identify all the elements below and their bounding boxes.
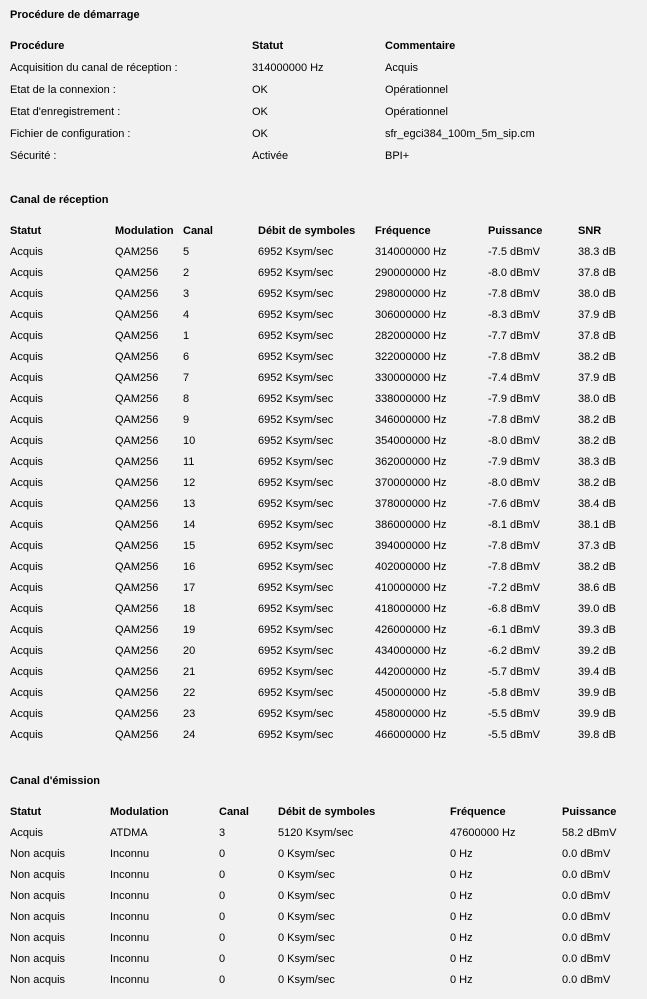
- table-cell: QAM256: [115, 266, 159, 279]
- table-cell: Non acquis: [10, 952, 66, 965]
- table-cell: 290000000 Hz: [375, 266, 447, 279]
- table-row: [10, 619, 637, 640]
- table-cell: QAM256: [115, 308, 159, 321]
- table-row: [10, 661, 637, 682]
- column-header: Fréquence: [375, 224, 431, 237]
- table-cell: 0 Hz: [450, 889, 473, 902]
- table-cell: 16: [183, 560, 196, 573]
- table-cell: QAM256: [115, 623, 159, 636]
- table-cell: -6.8 dBmV: [488, 602, 540, 615]
- table-cell: 37.9 dB: [578, 308, 616, 321]
- table-row: [10, 906, 637, 927]
- table-cell: Inconnu: [110, 931, 150, 944]
- table-cell: 39.4 dB: [578, 665, 616, 678]
- column-header: Fréquence: [450, 805, 506, 818]
- table-cell: Non acquis: [10, 931, 66, 944]
- column-header: Débit de symboles: [278, 805, 376, 818]
- table-cell: QAM256: [115, 287, 159, 300]
- table-row: [10, 822, 637, 843]
- table-cell: -7.7 dBmV: [488, 329, 540, 342]
- table-cell: 450000000 Hz: [375, 686, 447, 699]
- table-row: [10, 57, 637, 79]
- table-cell: 0: [219, 973, 226, 986]
- table-cell: 11: [183, 455, 195, 468]
- table-cell: 21: [183, 665, 196, 678]
- table-cell: 37.8 dB: [578, 266, 616, 279]
- table-cell: Non acquis: [10, 889, 66, 902]
- table-cell: Inconnu: [110, 973, 150, 986]
- column-header: Modulation: [110, 805, 169, 818]
- table-cell: 6952 Ksym/sec: [258, 560, 334, 573]
- startup-section-title: Procédure de démarrage: [10, 9, 140, 21]
- table-row: [10, 843, 637, 864]
- table-cell: Inconnu: [110, 889, 150, 902]
- table-cell: -7.4 dBmV: [488, 371, 540, 384]
- table-cell: Acquis: [10, 497, 44, 510]
- table-cell: 5: [183, 245, 190, 258]
- table-row: [10, 472, 637, 493]
- table-cell: 0 Ksym/sec: [278, 910, 335, 923]
- table-cell: 38.0 dB: [578, 287, 616, 300]
- table-cell: Sécurité :: [10, 150, 57, 162]
- table-cell: OK: [252, 128, 268, 140]
- table-cell: QAM256: [115, 413, 159, 426]
- column-header: Statut: [10, 224, 42, 237]
- table-row: [10, 969, 637, 990]
- table-cell: 6: [183, 350, 190, 363]
- table-row: [10, 430, 637, 451]
- table-row: [10, 864, 637, 885]
- table-cell: 13: [183, 497, 196, 510]
- table-row: [10, 346, 637, 367]
- upstream-section: [10, 775, 637, 990]
- table-cell: 37.3 dB: [578, 539, 616, 552]
- table-cell: sfr_egci384_100m_5m_sip.cm: [385, 128, 535, 140]
- table-cell: 39.8 dB: [578, 728, 616, 741]
- table-row: [10, 640, 637, 661]
- table-cell: -5.8 dBmV: [488, 686, 540, 699]
- table-cell: 0 Hz: [450, 973, 473, 986]
- table-cell: Acquis: [10, 602, 44, 615]
- table-cell: 38.2 dB: [578, 413, 616, 426]
- table-cell: 0 Ksym/sec: [278, 952, 335, 965]
- table-row: [10, 367, 637, 388]
- table-cell: -8.1 dBmV: [488, 518, 540, 531]
- table-row: [10, 79, 637, 101]
- table-cell: 0.0 dBmV: [562, 952, 611, 965]
- table-cell: 394000000 Hz: [375, 539, 447, 552]
- column-header: Statut: [10, 805, 42, 818]
- table-row: [10, 948, 637, 969]
- table-cell: 466000000 Hz: [375, 728, 447, 741]
- table-cell: QAM256: [115, 392, 159, 405]
- table-cell: Etat de la connexion :: [10, 84, 116, 96]
- table-cell: 0: [219, 910, 226, 923]
- table-cell: 6952 Ksym/sec: [258, 539, 334, 552]
- table-cell: 9: [183, 413, 190, 426]
- table-cell: 442000000 Hz: [375, 665, 447, 678]
- table-cell: Acquis: [10, 539, 44, 552]
- table-cell: -6.2 dBmV: [488, 644, 540, 657]
- startup-section: [10, 9, 637, 167]
- table-cell: 6952 Ksym/sec: [258, 644, 334, 657]
- table-cell: 14: [183, 518, 196, 531]
- upstream-table: [10, 801, 637, 990]
- table-cell: QAM256: [115, 455, 159, 468]
- table-cell: QAM256: [115, 602, 159, 615]
- table-cell: -6.1 dBmV: [488, 623, 540, 636]
- table-cell: 23: [183, 707, 196, 720]
- table-row: [10, 577, 637, 598]
- table-cell: BPI+: [385, 150, 410, 162]
- table-row: [10, 325, 637, 346]
- table-cell: 6952 Ksym/sec: [258, 266, 334, 279]
- table-row: [10, 241, 637, 262]
- table-cell: 0 Hz: [450, 931, 473, 944]
- table-row: [10, 493, 637, 514]
- table-cell: OK: [252, 106, 268, 118]
- header-row: [10, 801, 637, 822]
- table-cell: 0 Ksym/sec: [278, 847, 335, 860]
- table-cell: 38.4 dB: [578, 497, 616, 510]
- table-cell: 410000000 Hz: [375, 581, 447, 594]
- table-cell: -8.0 dBmV: [488, 476, 540, 489]
- table-cell: 426000000 Hz: [375, 623, 447, 636]
- table-cell: Activée: [252, 150, 289, 162]
- table-cell: QAM256: [115, 707, 159, 720]
- table-row: [10, 682, 637, 703]
- column-header: Canal: [219, 805, 249, 818]
- table-cell: 6952 Ksym/sec: [258, 350, 334, 363]
- table-cell: 314000000 Hz: [375, 245, 447, 258]
- table-cell: 24: [183, 728, 196, 741]
- table-cell: 39.3 dB: [578, 623, 616, 636]
- table-cell: Non acquis: [10, 868, 66, 881]
- table-cell: -5.5 dBmV: [488, 707, 540, 720]
- table-cell: 346000000 Hz: [375, 413, 447, 426]
- table-cell: Fichier de configuration :: [10, 128, 131, 140]
- startup-table: [10, 35, 637, 167]
- table-cell: 39.2 dB: [578, 644, 616, 657]
- table-cell: Acquis: [10, 392, 44, 405]
- column-header: Puissance: [488, 224, 543, 237]
- table-cell: 0: [219, 952, 226, 965]
- table-cell: QAM256: [115, 728, 159, 741]
- table-cell: 6952 Ksym/sec: [258, 329, 334, 342]
- table-cell: 0: [219, 847, 226, 860]
- table-cell: Acquis: [10, 308, 44, 321]
- table-cell: QAM256: [115, 560, 159, 573]
- column-header: Modulation: [115, 224, 174, 237]
- table-cell: 314000000 Hz: [252, 62, 324, 74]
- table-cell: 17: [183, 581, 196, 594]
- table-cell: 362000000 Hz: [375, 455, 447, 468]
- table-cell: Acquis: [10, 686, 44, 699]
- table-cell: 6952 Ksym/sec: [258, 434, 334, 447]
- table-cell: Acquis: [10, 518, 44, 531]
- column-header: SNR: [578, 224, 602, 237]
- table-cell: Inconnu: [110, 847, 150, 860]
- table-cell: -7.8 dBmV: [488, 350, 540, 363]
- table-cell: QAM256: [115, 539, 159, 552]
- table-cell: QAM256: [115, 665, 159, 678]
- table-cell: -7.8 dBmV: [488, 287, 540, 300]
- column-header: Canal: [183, 224, 213, 237]
- downstream-table: [10, 220, 637, 745]
- table-cell: Acquisition du canal de réception :: [10, 62, 178, 74]
- table-cell: 39.0 dB: [578, 602, 616, 615]
- table-cell: 7: [183, 371, 190, 384]
- table-row: [10, 101, 637, 123]
- table-cell: 38.6 dB: [578, 581, 616, 594]
- table-cell: 6952 Ksym/sec: [258, 413, 334, 426]
- table-cell: Acquis: [10, 287, 44, 300]
- table-cell: Non acquis: [10, 847, 66, 860]
- table-cell: Non acquis: [10, 910, 66, 923]
- table-cell: 18: [183, 602, 196, 615]
- table-cell: -5.7 dBmV: [488, 665, 540, 678]
- table-cell: -7.9 dBmV: [488, 392, 540, 405]
- table-cell: 3: [183, 287, 190, 300]
- table-cell: 37.8 dB: [578, 329, 616, 342]
- table-cell: 402000000 Hz: [375, 560, 447, 573]
- table-cell: 0.0 dBmV: [562, 868, 611, 881]
- downstream-section-title: Canal de réception: [10, 194, 109, 206]
- table-row: [10, 145, 637, 167]
- table-row: [10, 388, 637, 409]
- table-cell: QAM256: [115, 686, 159, 699]
- table-cell: 282000000 Hz: [375, 329, 447, 342]
- table-cell: 322000000 Hz: [375, 350, 447, 363]
- table-cell: 298000000 Hz: [375, 287, 447, 300]
- table-cell: 0 Ksym/sec: [278, 868, 335, 881]
- table-cell: Acquis: [10, 434, 44, 447]
- table-cell: 39.9 dB: [578, 707, 616, 720]
- table-cell: QAM256: [115, 497, 159, 510]
- table-cell: Acquis: [10, 413, 44, 426]
- table-cell: 418000000 Hz: [375, 602, 447, 615]
- table-cell: Acquis: [10, 476, 44, 489]
- table-cell: 370000000 Hz: [375, 476, 447, 489]
- table-cell: 3: [219, 826, 226, 839]
- table-cell: 434000000 Hz: [375, 644, 447, 657]
- table-cell: 338000000 Hz: [375, 392, 447, 405]
- table-cell: 0.0 dBmV: [562, 847, 611, 860]
- table-row: [10, 514, 637, 535]
- table-cell: QAM256: [115, 245, 159, 258]
- table-cell: 6952 Ksym/sec: [258, 707, 334, 720]
- table-cell: 8: [183, 392, 190, 405]
- table-cell: -7.2 dBmV: [488, 581, 540, 594]
- table-cell: 6952 Ksym/sec: [258, 686, 334, 699]
- table-cell: Non acquis: [10, 973, 66, 986]
- table-cell: 6952 Ksym/sec: [258, 287, 334, 300]
- table-cell: Acquis: [10, 581, 44, 594]
- column-header: Statut: [252, 40, 284, 52]
- table-cell: 0: [219, 889, 226, 902]
- header-row: [10, 220, 637, 241]
- table-cell: 38.3 dB: [578, 455, 616, 468]
- column-header: Commentaire: [385, 40, 456, 52]
- table-cell: QAM256: [115, 644, 159, 657]
- table-cell: 15: [183, 539, 196, 552]
- table-row: [10, 451, 637, 472]
- table-cell: 0 Hz: [450, 952, 473, 965]
- table-cell: Acquis: [10, 707, 44, 720]
- table-cell: 38.2 dB: [578, 560, 616, 573]
- table-cell: QAM256: [115, 518, 159, 531]
- table-cell: 6952 Ksym/sec: [258, 728, 334, 741]
- table-cell: 6952 Ksym/sec: [258, 497, 334, 510]
- table-cell: 6952 Ksym/sec: [258, 476, 334, 489]
- table-cell: 10: [183, 434, 196, 447]
- table-row: [10, 724, 637, 745]
- table-cell: QAM256: [115, 329, 159, 342]
- table-cell: 2: [183, 266, 190, 279]
- table-cell: Inconnu: [110, 910, 150, 923]
- table-row: [10, 556, 637, 577]
- table-cell: 6952 Ksym/sec: [258, 581, 334, 594]
- table-cell: Acquis: [10, 826, 44, 839]
- table-cell: Acquis: [10, 623, 44, 636]
- table-cell: 0: [219, 868, 226, 881]
- table-cell: ATDMA: [110, 826, 148, 839]
- table-cell: 0 Hz: [450, 910, 473, 923]
- table-row: [10, 262, 637, 283]
- table-cell: Acquis: [385, 62, 419, 74]
- table-cell: Acquis: [10, 644, 44, 657]
- table-cell: 0.0 dBmV: [562, 931, 611, 944]
- table-cell: 0: [219, 931, 226, 944]
- table-cell: -5.5 dBmV: [488, 728, 540, 741]
- table-cell: 4: [183, 308, 190, 321]
- table-cell: -7.5 dBmV: [488, 245, 540, 258]
- table-cell: 6952 Ksym/sec: [258, 623, 334, 636]
- table-cell: 6952 Ksym/sec: [258, 602, 334, 615]
- table-cell: 6952 Ksym/sec: [258, 392, 334, 405]
- table-cell: -7.9 dBmV: [488, 455, 540, 468]
- table-cell: Acquis: [10, 371, 44, 384]
- table-cell: Acquis: [10, 665, 44, 678]
- table-cell: Acquis: [10, 329, 44, 342]
- table-cell: -8.0 dBmV: [488, 434, 540, 447]
- table-cell: 5120 Ksym/sec: [278, 826, 354, 839]
- upstream-section-title: Canal d'émission: [10, 775, 101, 787]
- table-cell: Acquis: [10, 455, 44, 468]
- table-cell: 22: [183, 686, 196, 699]
- table-cell: 39.9 dB: [578, 686, 616, 699]
- column-header: Débit de symboles: [258, 224, 356, 237]
- table-cell: -8.0 dBmV: [488, 266, 540, 279]
- downstream-section: [10, 194, 637, 745]
- table-cell: 38.1 dB: [578, 518, 616, 531]
- table-cell: QAM256: [115, 434, 159, 447]
- table-cell: 0 Ksym/sec: [278, 973, 335, 986]
- column-header: Procédure: [10, 40, 65, 52]
- table-cell: QAM256: [115, 581, 159, 594]
- table-cell: QAM256: [115, 371, 159, 384]
- table-cell: -7.8 dBmV: [488, 413, 540, 426]
- table-cell: 58.2 dBmV: [562, 826, 617, 839]
- table-cell: 38.2 dB: [578, 434, 616, 447]
- table-cell: 458000000 Hz: [375, 707, 447, 720]
- table-row: [10, 598, 637, 619]
- table-cell: 6952 Ksym/sec: [258, 245, 334, 258]
- table-row: [10, 927, 637, 948]
- table-cell: 0.0 dBmV: [562, 973, 611, 986]
- table-cell: 6952 Ksym/sec: [258, 518, 334, 531]
- table-cell: 0 Ksym/sec: [278, 889, 335, 902]
- table-row: [10, 885, 637, 906]
- column-header: Puissance: [562, 805, 617, 818]
- table-row: [10, 123, 637, 145]
- table-cell: Acquis: [10, 266, 44, 279]
- table-cell: 0.0 dBmV: [562, 889, 611, 902]
- table-cell: 38.2 dB: [578, 476, 616, 489]
- table-cell: -8.3 dBmV: [488, 308, 540, 321]
- table-cell: Acquis: [10, 560, 44, 573]
- table-cell: 38.3 dB: [578, 245, 616, 258]
- table-row: [10, 409, 637, 430]
- table-cell: 354000000 Hz: [375, 434, 447, 447]
- table-cell: QAM256: [115, 350, 159, 363]
- table-cell: 6952 Ksym/sec: [258, 308, 334, 321]
- table-cell: 386000000 Hz: [375, 518, 447, 531]
- table-cell: 12: [183, 476, 196, 489]
- table-cell: 38.0 dB: [578, 392, 616, 405]
- table-cell: 0 Hz: [450, 847, 473, 860]
- table-cell: 47600000 Hz: [450, 826, 516, 839]
- table-cell: 0.0 dBmV: [562, 910, 611, 923]
- table-cell: Inconnu: [110, 868, 150, 881]
- table-cell: -7.6 dBmV: [488, 497, 540, 510]
- table-row: [10, 703, 637, 724]
- table-cell: Etat d'enregistrement :: [10, 106, 121, 118]
- table-cell: 0 Hz: [450, 868, 473, 881]
- table-cell: 37.9 dB: [578, 371, 616, 384]
- table-cell: 330000000 Hz: [375, 371, 447, 384]
- table-cell: 20: [183, 644, 196, 657]
- table-cell: Acquis: [10, 350, 44, 363]
- table-cell: 19: [183, 623, 196, 636]
- table-cell: Acquis: [10, 245, 44, 258]
- table-cell: -7.8 dBmV: [488, 560, 540, 573]
- table-cell: 378000000 Hz: [375, 497, 447, 510]
- table-row: [10, 283, 637, 304]
- table-cell: 306000000 Hz: [375, 308, 447, 321]
- table-cell: Opérationnel: [385, 106, 448, 118]
- table-cell: 38.2 dB: [578, 350, 616, 363]
- table-cell: Opérationnel: [385, 84, 448, 96]
- table-cell: Inconnu: [110, 952, 150, 965]
- table-row: [10, 535, 637, 556]
- table-cell: 0 Ksym/sec: [278, 931, 335, 944]
- table-cell: 1: [183, 329, 190, 342]
- table-cell: -7.8 dBmV: [488, 539, 540, 552]
- table-row: [10, 304, 637, 325]
- table-cell: OK: [252, 84, 268, 96]
- table-cell: 6952 Ksym/sec: [258, 455, 334, 468]
- table-cell: QAM256: [115, 476, 159, 489]
- table-cell: 6952 Ksym/sec: [258, 371, 334, 384]
- table-cell: 6952 Ksym/sec: [258, 665, 334, 678]
- header-row: [10, 35, 637, 57]
- table-cell: Acquis: [10, 728, 44, 741]
